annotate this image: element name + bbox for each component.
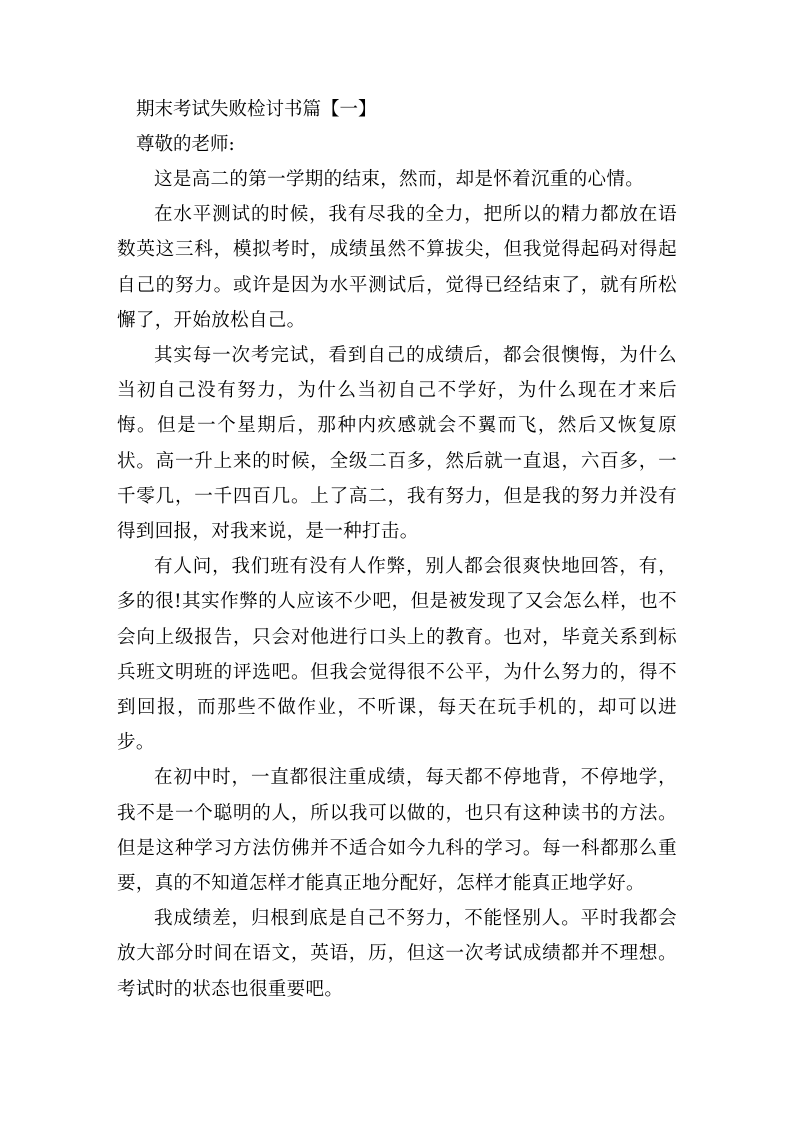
paragraph-6: 我成绩差，归根到底是自己不努力，不能怪别人。平时我都会放大部分时间在语文，英语，历，但这一次考试成绩都并不理想。考试时的状态也很重要吧。 [117,908,677,1000]
paragraph-4: 有人问，我们班有没有人作弊，别人都会很爽快地回答，有，多的很!其实作弊的人应该不少吧，但是被发现了又会怎么样，也不会向上级报告，只会对他进行口头上的教育。也对，毕竟关系到标兵班文明班的评选吧。但我会觉得很不公平，为什么努力的，得不到回报，而那些不做作业，不听课，每天在玩手机的，却可以进步。 [117,556,677,754]
salutation: 尊敬的老师: [136,134,235,155]
paragraph-1: 这是高二的第一学期的结束，然而，却是怀着沉重的心情。 [154,169,645,190]
paragraph-5: 在初中时，一直都很注重成绩，每天都不停地背，不停地学，我不是一个聪明的人，所以我可以做的，也只有这种读书的方法。但是这种学习方法仿佛并不适合如今九科的学习。每一科都那么重要，真的不知道怎样才能真正地分配好，怎样才能真正地学好。 [117,767,677,895]
document-page [117,92,677,1007]
paragraph-2: 在水平测试的时候，我有尽我的全力，把所以的精力都放在语数英这三科，模拟考时，成绩虽然不算拔尖，但我觉得起码对得起自己的努力。或许是因为水平测试后，觉得已经结束了，就有所松懈了，开始放松自己。 [117,204,677,331]
document-title: 期末考试失败检讨书篇【一】 [136,99,377,120]
paragraph-3: 其实每一次考完试，看到自己的成绩后，都会很懊悔，为什么当初自己没有努力，为什么当初自己不学好，为什么现在才来后悔。但是一个星期后，那种内疚感就会不翼而飞，然后又恢复原状。高一升上来的时候，全级二百多，然后就一直退，六百多，一千零几，一千四百几。上了高二，我有努力，但是我的努力并没有得到回报，对我来说，是一种打击。 [117,345,677,543]
